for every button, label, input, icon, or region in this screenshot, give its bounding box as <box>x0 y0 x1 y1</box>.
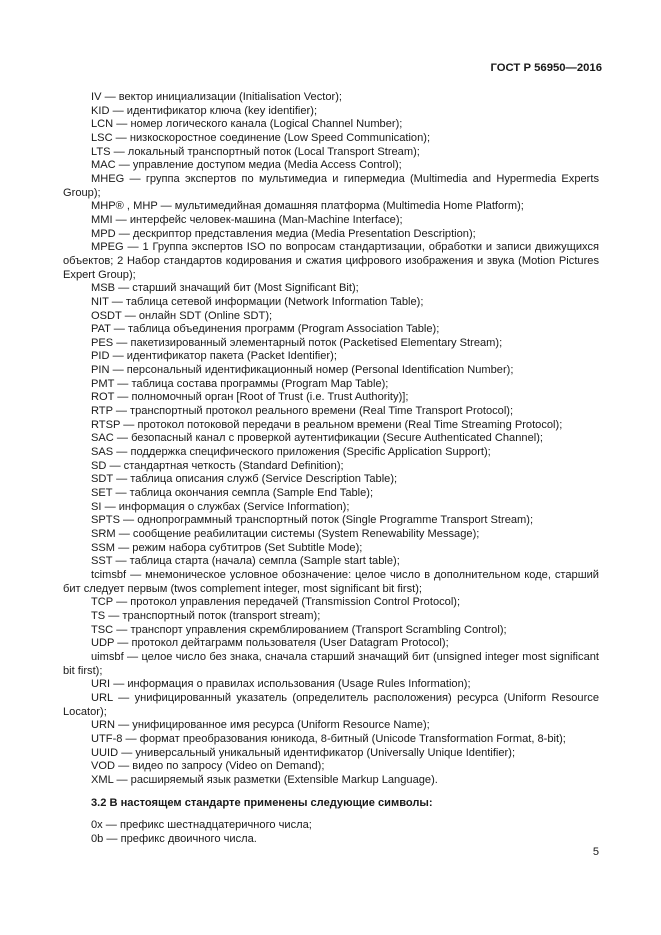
abbreviation-entry: URI — информация о правилах использования (Usage Rules Information); <box>91 678 471 691</box>
abbreviation-entry: SET — таблица окончания семпла (Sample End Table); <box>91 487 374 500</box>
abbreviation-entry: NIT — таблица сетевой информации (Network Information Table); <box>91 295 424 308</box>
abbreviation-entry: SST — таблица старта (начала) семпла (Sample start table); <box>91 555 400 568</box>
abbreviation-entry: PES — пакетизированный элементарный поток (Packetised Elementary Stream); <box>91 336 503 349</box>
abbreviation-entry: LSC — низкоскоростное соединение (Low Speed Communication); <box>91 131 431 144</box>
abbreviation-entry: RTP — транспортный протокол реального времени (Real Time Transport Protocol); <box>91 405 514 418</box>
abbreviation-entry: MHP® , MHP — мультимедийная домашняя платформа (Multimedia Home Platform); <box>91 200 524 213</box>
abbreviation-entry: PAT — таблица объединения программ (Program Association Table); <box>91 323 440 336</box>
abbreviation-entry: UTF-8 — формат преобразования юникода, 8-битный (Unicode Transformation Format, 8-bit); <box>91 732 566 745</box>
abbreviation-entry: MMI — интерфейс человек-машина (Man-Machine Interface); <box>91 213 403 226</box>
abbreviation-entry: SSM — режим набора субтитров (Set Subtitle Mode); <box>91 541 363 554</box>
document-id: ГОСТ Р 56950—2016 <box>490 62 602 74</box>
abbreviation-entry: MHEG — группа экспертов по мультимедиа и гипермедиа (Multimedia and Hypermedia Experts Group); <box>63 172 599 199</box>
abbreviation-entry: UUID — универсальный уникальный идентификатор (Universally Unique Identifier); <box>91 746 516 759</box>
abbreviation-entry: SDT — таблица описания служб (Service Description Table); <box>91 473 398 486</box>
abbreviation-entry: ROT — полномочный орган [Root of Trust (i.e. Trust Authority)]; <box>91 391 409 404</box>
abbreviation-entry: SI — информация о службах (Service Information); <box>91 500 350 513</box>
abbreviation-entry: TSC — транспорт управления скремблированием (Transport Scrambling Control); <box>91 623 507 636</box>
abbreviation-entry: TS — транспортный поток (transport stream); <box>91 609 321 622</box>
abbreviation-entry: RTSP — протокол потоковой передачи в реальном времени (Real Time Streaming Protocol); <box>91 418 563 431</box>
abbreviation-entry: PID — идентификатор пакета (Packet Identifier); <box>91 350 337 363</box>
abbreviation-entry: IV — вектор инициализации (Initialisation Vector); <box>91 91 343 103</box>
abbreviation-entry: URL — унифицированный указатель (определитель расположения) ресурса (Uniform Resource Locator); <box>63 691 599 718</box>
abbreviation-entry: TCP — протокол управления передачей (Transmission Control Protocol); <box>91 596 461 609</box>
abbreviation-entry: OSDT — онлайн SDT (Online SDT); <box>91 309 273 322</box>
abbreviation-list <box>63 91 599 787</box>
document-body <box>63 91 599 846</box>
abbreviation-entry: XML — расширяемый язык разметки (Extensible Markup Language). <box>91 773 438 786</box>
abbreviation-entry: MSB — старший значащий бит (Most Significant Bit); <box>91 282 359 295</box>
symbol-entry: 0x — префикс шестнадцатеричного числа; <box>91 819 312 832</box>
abbreviation-entry: LCN — номер логического канала (Logical Channel Number); <box>91 118 403 131</box>
abbreviation-entry: MPEG — 1 Группа экспертов ISO по вопросам стандартизации, обработки и записи движущихся объектов; 2 Набор стандартов кодирования и сжатия цифрового изображения и звука (Motion Pictures Expert Group); <box>63 241 599 281</box>
abbreviation-entry: SPTS — однопрограммный транспортный поток (Single Programme Transport Stream); <box>91 514 534 527</box>
symbol-list <box>63 819 599 846</box>
abbreviation-entry: VOD — видео по запросу (Video on Demand); <box>91 760 325 773</box>
abbreviation-entry: MAC — управление доступом медиа (Media Access Control); <box>91 159 402 172</box>
abbreviation-entry: KID — идентификатор ключа (key identifier); <box>91 104 318 117</box>
abbreviation-entry: SAC — безопасный канал с проверкой аутентификации (Secure Authenticated Channel); <box>91 432 543 445</box>
abbreviation-entry: URN — унифицированное имя ресурса (Uniform Resource Name); <box>91 719 430 732</box>
section-heading: 3.2 В настоящем стандарте применены следующие символы: <box>91 797 433 810</box>
page-number: 5 <box>592 846 599 858</box>
abbreviation-entry: uimsbf — целое число без знака, сначала старший значащий бит (unsigned integer most significant bit first); <box>63 650 599 677</box>
abbreviation-entry: PMT — таблица состава программы (Program Map Table); <box>91 377 389 390</box>
abbreviation-entry: UDP — протокол дейтаграмм пользователя (User Datagram Protocol); <box>91 637 449 650</box>
abbreviation-entry: tcimsbf — мнемоническое условное обозначение: целое число в дополнительном коде, старший бит следует первым (twos complement integer, most significant bit first); <box>63 568 599 595</box>
abbreviation-entry: SD — стандартная четкость (Standard Definition); <box>91 459 344 472</box>
symbol-entry: 0b — префикс двоичного числа. <box>91 832 257 845</box>
abbreviation-entry: PIN — персональный идентификационный номер (Personal Identification Number); <box>91 364 514 377</box>
abbreviation-entry: LTS — локальный транспортный поток (Local Transport Stream); <box>91 145 420 158</box>
abbreviation-entry: SAS — поддержка специфического приложения (Specific Application Support); <box>91 446 491 459</box>
abbreviation-entry: SRM — сообщение реабилитации системы (System Renewability Message); <box>91 528 480 540</box>
abbreviation-entry: MPD — дескриптор представления медиа (Media Presentation Description); <box>91 227 476 240</box>
